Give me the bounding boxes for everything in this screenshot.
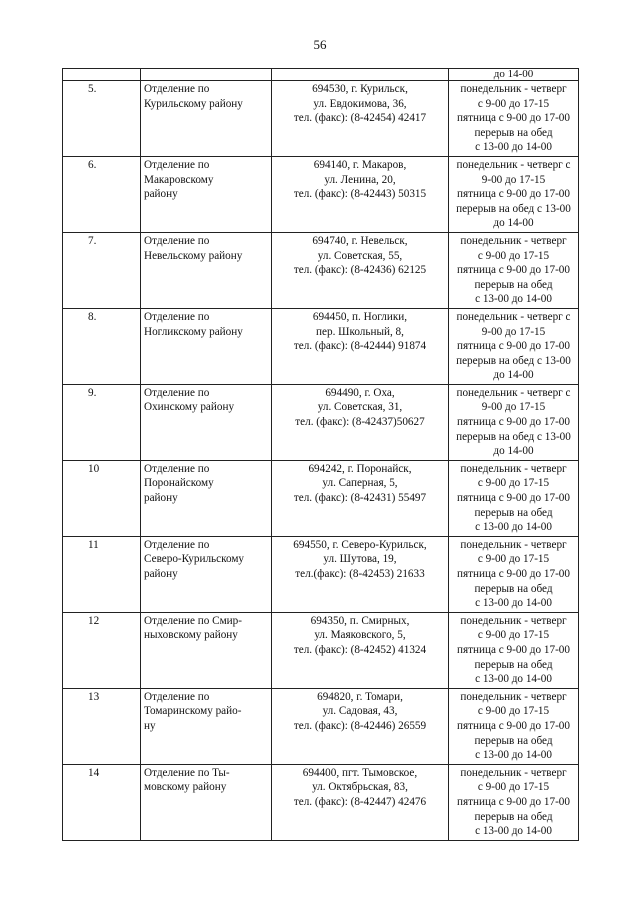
cell-hours (449, 384, 579, 460)
cell-line: ул. Садовая, 43, (322, 705, 398, 718)
cell-line: пятница с 9-00 до 17-00 (457, 795, 570, 808)
cell-num: 6. (63, 156, 141, 232)
cell-line: с 9-00 до 17-15 (477, 97, 550, 110)
table-row (63, 460, 579, 536)
cell-line: понедельник - четверг (460, 766, 567, 779)
cell-line: Отделение по (144, 538, 210, 551)
cell-address (272, 156, 449, 232)
cell-line: тел.(факс): (8-42453) 21633 (295, 568, 425, 580)
cell-line: перерыв на обед (474, 734, 553, 747)
cell-line: ул. Ленина, 20, (324, 173, 396, 186)
cell-line: с 13-00 до 14-00 (475, 825, 552, 838)
cell-name (141, 69, 272, 81)
cell-line: пятница с 9-00 до 17-00 (457, 112, 570, 125)
cell-hours: до 14-00 (449, 69, 579, 81)
continuation-row (63, 69, 579, 81)
cell-line: с 13-00 до 14-00 (475, 293, 552, 306)
cell-line: тел. (факс): (8-42443) 50315 (293, 188, 427, 201)
cell-hours (449, 536, 579, 612)
cell-line: Курильскому району (144, 97, 243, 110)
cell-hours (449, 460, 579, 536)
cell-line: ул. Маяковского, 5, (314, 629, 406, 642)
cell-line: с 13-00 до 14-00 (475, 673, 552, 686)
table-row (63, 384, 579, 460)
cell-line: пятница с 9-00 до 17-00 (457, 643, 570, 656)
cell-line: Отделение по (144, 158, 210, 171)
cell-address (272, 612, 449, 688)
cell-line: понедельник - четверг (460, 83, 567, 95)
cell-line: району (144, 492, 178, 505)
cell-line: понедельник - четверг с (456, 158, 571, 171)
cell-line: пятница с 9-00 до 17-00 (457, 188, 570, 201)
cell-line: пятница с 9-00 до 17-00 (457, 264, 570, 277)
cell-line: Отделение по (144, 462, 210, 475)
cell-line: понедельник - четверг с (456, 386, 571, 399)
cell-line: 694242, г. Поронайск, (308, 462, 412, 475)
cell-hours (449, 612, 579, 688)
cell-num: 8. (63, 308, 141, 384)
cell-line: ул. Саперная, 5, (322, 477, 398, 490)
cell-line: Отделение по Ты- (144, 766, 230, 779)
cell-line: с 9-00 до 17-15 (477, 629, 550, 642)
cell-line: 694530, г. Курильск, (312, 83, 408, 95)
cell-line: перерыв на обед с 13-00 (456, 430, 571, 443)
cell-line: Отделение по (144, 690, 210, 703)
cell-line: пятница с 9-00 до 17-00 (457, 492, 570, 505)
cell-line: Отделение по (144, 83, 210, 95)
cell-line: 9-00 до 17-15 (481, 173, 546, 186)
cell-name (141, 688, 272, 764)
cell-line: пятница с 9-00 до 17-00 (457, 719, 570, 732)
cell-line: тел. (факс): (8-42447) 42476 (293, 795, 427, 808)
departments-table (62, 68, 579, 841)
cell-line: понедельник - четверг с (456, 310, 571, 323)
cell-num: 13 (63, 688, 141, 764)
cell-hours (449, 232, 579, 308)
cell-line: 694550, г. Северо-Курильск, (293, 538, 427, 551)
cell-name (141, 232, 272, 308)
table-row (63, 612, 579, 688)
table-row (63, 536, 579, 612)
cell-line: 9-00 до 17-15 (481, 325, 546, 338)
cell-line: 694450, п. Ноглики, (312, 310, 408, 323)
cell-line: тел. (факс): (8-42446) 26559 (293, 719, 427, 732)
cell-line: до 14-00 (493, 445, 534, 458)
cell-line: ул. Шутова, 19, (323, 553, 397, 566)
cell-line: тел. (факс): (8-42454) 42417 (293, 112, 427, 125)
cell-line: ныховскому району (144, 629, 238, 642)
page-number: 56 (313, 37, 327, 52)
cell-line: с 13-00 до 14-00 (475, 597, 552, 610)
cell-address (272, 536, 449, 612)
cell-address (272, 688, 449, 764)
cell-line: Северо-Курильскому (144, 553, 245, 566)
table-row (63, 81, 579, 157)
cell-address (272, 764, 449, 840)
cell-num: 11 (63, 536, 141, 612)
cell-line: Отделение по (144, 386, 210, 399)
cell-line: пятница с 9-00 до 17-00 (457, 340, 570, 353)
cell-name (141, 536, 272, 612)
cell-line: ул. Советская, 55, (317, 249, 403, 262)
cell-line: с 9-00 до 17-15 (477, 781, 550, 794)
cell-line: понедельник - четверг (460, 234, 567, 247)
cell-line: району (144, 188, 178, 201)
cell-line: с 9-00 до 17-15 (477, 477, 550, 490)
cell-line: 694490, г. Оха, (325, 386, 395, 399)
cell-line: перерыв на обед с 13-00 (456, 354, 571, 367)
cell-name (141, 764, 272, 840)
cell-name (141, 612, 272, 688)
cell-line: тел. (факс): (8-42437)50627 (295, 416, 425, 429)
cell-line: ну (144, 719, 156, 732)
cell-hours (449, 156, 579, 232)
cell-num: 7. (63, 232, 141, 308)
cell-line: тел. (факс): (8-42436) 62125 (293, 264, 427, 277)
cell-num: 14 (63, 764, 141, 840)
cell-line: перерыв на обед (474, 126, 553, 139)
cell-line: тел. (факс): (8-42452) 41324 (293, 643, 427, 656)
cell-line: пятница с 9-00 до 17-00 (457, 416, 570, 429)
cell-address (272, 232, 449, 308)
table-row (63, 764, 579, 840)
cell-line: до 14-00 (493, 369, 534, 382)
cell-line: 694400, пгт. Тымовское, (302, 766, 418, 779)
cell-num: 9. (63, 384, 141, 460)
cell-address (272, 69, 449, 81)
cell-line: с 13-00 до 14-00 (475, 749, 552, 762)
cell-line: перерыв на обед (474, 810, 553, 823)
cell-line: перерыв на обед (474, 278, 553, 291)
cell-line: пятница с 9-00 до 17-00 (457, 568, 570, 580)
cell-line: понедельник - четверг (460, 538, 567, 551)
cell-line: Томаринскому райо- (144, 705, 242, 718)
cell-address (272, 81, 449, 157)
cell-line: Невельскому району (144, 249, 243, 262)
cell-address (272, 308, 449, 384)
cell-line: перерыв на обед (474, 582, 553, 595)
cell-name (141, 460, 272, 536)
cell-line: Ногликскому району (144, 325, 243, 338)
cell-line: 9-00 до 17-15 (481, 401, 546, 414)
cell-line: тел. (факс): (8-42444) 91874 (293, 340, 427, 353)
table-row (63, 232, 579, 308)
cell-line: Отделение по (144, 234, 210, 247)
cell-line: ул. Евдокимова, 36, (313, 97, 407, 110)
table-row (63, 688, 579, 764)
cell-line: понедельник - четверг (460, 462, 567, 475)
table-row (63, 308, 579, 384)
cell-line: до 14-00 (493, 217, 534, 230)
cell-num (63, 69, 141, 81)
cell-hours (449, 81, 579, 157)
cell-line: 694820, г. Томари, (317, 690, 403, 703)
cell-num: 12 (63, 612, 141, 688)
cell-num: 10 (63, 460, 141, 536)
table-row (63, 156, 579, 232)
cell-line: Поронайскому (144, 477, 214, 490)
cell-name (141, 308, 272, 384)
cell-line: пер. Школьный, 8, (316, 325, 404, 338)
cell-hours (449, 308, 579, 384)
cell-hours (449, 688, 579, 764)
cell-line: понедельник - четверг (460, 690, 567, 703)
cell-line: 694140, г. Макаров, (313, 158, 407, 171)
cell-line: тел. (факс): (8-42431) 55497 (293, 492, 427, 505)
cell-hours (449, 764, 579, 840)
cell-line: Макаровскому (144, 173, 214, 186)
cell-line: с 13-00 до 14-00 (475, 141, 552, 154)
cell-name (141, 81, 272, 157)
cell-line: ул. Советская, 31, (317, 401, 403, 414)
cell-line: Охинскому району (144, 401, 235, 414)
cell-line: Отделение по (144, 310, 210, 323)
cell-line: 694350, п. Смирных, (310, 614, 410, 627)
cell-address (272, 460, 449, 536)
cell-address (272, 384, 449, 460)
cell-line: с 9-00 до 17-15 (477, 249, 550, 262)
cell-line: с 13-00 до 14-00 (475, 521, 552, 534)
cell-line: понедельник - четверг (460, 614, 567, 627)
cell-line: району (144, 568, 178, 580)
cell-line: Отделение по Смир- (144, 614, 242, 627)
cell-line: мовскому району (144, 781, 227, 794)
cell-line: перерыв на обед (474, 658, 553, 671)
cell-line: ул. Октябрьская, 83, (312, 781, 408, 794)
cell-line: с 9-00 до 17-15 (477, 705, 550, 718)
cell-line: перерыв на обед (474, 506, 553, 519)
cell-name (141, 384, 272, 460)
cell-line: с 9-00 до 17-15 (477, 553, 550, 566)
cell-name (141, 156, 272, 232)
cell-line: перерыв на обед с 13-00 (456, 202, 571, 215)
cell-line: 694740, г. Невельск, (312, 234, 408, 247)
cell-num: 5. (63, 81, 141, 157)
